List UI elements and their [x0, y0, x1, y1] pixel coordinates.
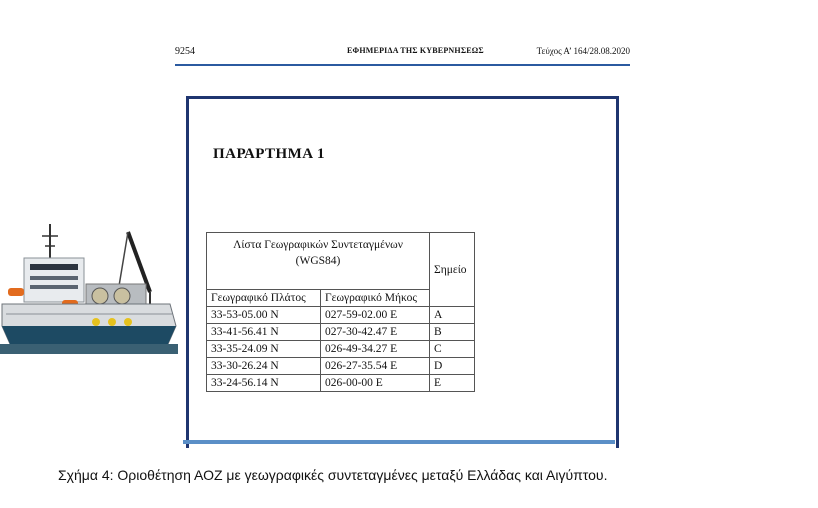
- figure-caption: Σχήμα 4: Οριοθέτηση ΑΟΖ με γεωγραφικές συντεταγμένες μεταξύ Ελλάδας και Αιγύπτου.: [58, 467, 608, 483]
- lon-cell: 027-59-02.00 E: [321, 307, 430, 324]
- annex-bottom-rule: [183, 440, 615, 444]
- point-cell: E: [430, 375, 475, 392]
- lat-cell: 33-41-56.41 N: [207, 324, 321, 341]
- lon-cell: 026-27-35.54 E: [321, 358, 430, 375]
- lon-cell: 026-00-00 E: [321, 375, 430, 392]
- point-cell: A: [430, 307, 475, 324]
- gazette-title: ΕΦΗΜΕΡΙΔΑ ΤΗΣ ΚΥΒΕΡΝΗΣΕΩΣ: [347, 46, 484, 55]
- point-header: Σημείο: [430, 233, 475, 307]
- point-cell: C: [430, 341, 475, 358]
- group-header-line1: Λίστα Γεωγραφικών Συντεταγμένων: [233, 239, 403, 251]
- table-row: [207, 307, 475, 324]
- table-row: [207, 358, 475, 375]
- lat-cell: 33-24-56.14 N: [207, 375, 321, 392]
- annex-title: ΠΑΡΑΡΤΗΜΑ 1: [213, 146, 326, 162]
- point-cell: B: [430, 324, 475, 341]
- lon-cell: 026-49-34.27 E: [321, 341, 430, 358]
- coordinates-table: [206, 232, 475, 392]
- lat-cell: 33-30-26.24 N: [207, 358, 321, 375]
- lat-cell: 33-35-24.09 N: [207, 341, 321, 358]
- table-header-row: [207, 233, 475, 290]
- lon-cell: 027-30-42.47 E: [321, 324, 430, 341]
- table-row: [207, 341, 475, 358]
- cable-ship-image: [0, 222, 178, 354]
- point-cell: D: [430, 358, 475, 375]
- table-row: [207, 324, 475, 341]
- gazette-header: [175, 44, 630, 66]
- table-row: [207, 375, 475, 392]
- lat-header: Γεωγραφικό Πλάτος: [207, 290, 321, 307]
- group-header-line2: (WGS84): [295, 255, 341, 267]
- gazette-issue: Τεύχος Α’ 164/28.08.2020: [536, 46, 630, 56]
- page-number: 9254: [175, 46, 195, 57]
- lat-cell: 33-53-05.00 N: [207, 307, 321, 324]
- lon-header: Γεωγραφικό Μήκος: [321, 290, 430, 307]
- group-header: [207, 233, 430, 290]
